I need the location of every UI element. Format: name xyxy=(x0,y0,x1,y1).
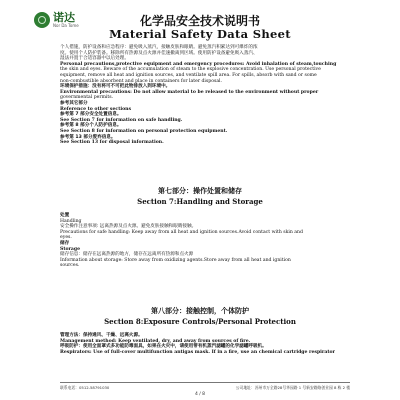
footer-phone: 联系电话：0512-58791030 xyxy=(60,385,110,390)
section7-heading-cn: 第七部分：操作处置和储存 xyxy=(158,187,242,195)
text-line: 储存 xyxy=(60,240,70,246)
text-line: 参考第 8 部分个人防护信息。 xyxy=(60,123,122,129)
text-line: equipment, remove all heat and ignition sources, and ventilate spill area. For spills, absorb with sand or some xyxy=(60,72,317,78)
section7-content xyxy=(60,213,360,269)
text-line: 安全操作注意事项: 远离热源及点火源。避免皮肤接触和眼睛接触。 xyxy=(60,224,197,230)
text-line: Management method: Keep ventilated, dry, and away from sources of fire. xyxy=(60,338,251,344)
text-line: 管理方法：保持通风、干燥、远离火源。 xyxy=(60,333,143,338)
section6-content xyxy=(60,45,360,146)
section8-heading-en: Section 8:Exposure Controls/Personal Protection xyxy=(104,317,296,326)
text-line: 储存信息：储存在远离热源的地方，储存在远离所有热源和点火源 xyxy=(60,252,194,258)
section7-heading-en: Section 7:Handling and Storage xyxy=(137,197,263,206)
logo-name-en: Nor Da Tome xyxy=(53,23,79,28)
section8-content xyxy=(60,333,360,355)
footer-address: 公司地址：苏州市万全路28号华园路 1 号新安路路创业园 8 栋 2 楼 xyxy=(235,385,350,390)
section8-heading-cn: 第八部分：接触控制，个体防护 xyxy=(151,307,249,315)
text-line: 处置 xyxy=(60,213,70,218)
text-line: Storage xyxy=(60,246,81,252)
logo-name-cn: 诺达 xyxy=(53,11,75,24)
text-line: governmental permits. xyxy=(60,95,114,101)
text-line: Environmental precautions: Do not allow material to be released to the environment without proper xyxy=(60,89,319,95)
text-line: 参考第 13 部分废弃信息。 xyxy=(60,134,116,140)
text-line: 呼吸防护：使用全面罩式多功能防毒面具，如果在火灾中，请使用带有机蒸汽滤罐的化学滤罐呼吸机。 xyxy=(60,344,267,350)
text-line: Information about storage: Store away from oxidizing agents.Store away from all heat and ignition xyxy=(60,257,291,263)
text-line: Respirators: Use of full-cover multifunction antigas mask. If in a fire, use an chemical cartridge respirator xyxy=(60,349,335,355)
page-number: 4 / 8 xyxy=(194,392,206,397)
document-title-en: Material Safety Data Sheet xyxy=(109,27,291,41)
text-line: sources. xyxy=(60,263,80,269)
text-line: Precautions for safe handling: Keep away from all heat and ignition sources.Avoid contact with skin and xyxy=(60,229,303,235)
text-line: Personal precautions,protective equipment and emergency procedures: Avoid inhalation of steam,touching xyxy=(60,61,337,67)
text-line: See Section 13 for disposal information. xyxy=(60,140,164,146)
text-line: Handling xyxy=(60,218,82,224)
text-line: 个人措施，防护设备和应急程序：避免吸入蒸汽，接触皮肤和眼睛。避免蒸汽积累达到可爆炸的浓 xyxy=(60,45,258,50)
text-line: 环境保护措施：没有将可不可把此物排放入到环境中。 xyxy=(60,84,171,90)
text-line: 参考其它部分 xyxy=(60,100,88,106)
text-line: the skin and eyes. Beware of the accumulation of steam to the explosive concentration. Use personal protective xyxy=(60,67,321,73)
text-line: 度。使用个人防护装备。移除所有热源及点火源并佳速撤离到区域。使用防护设备避免吸入蒸汽、 xyxy=(60,50,258,56)
text-line: 湿法并置于合适容器中以后处理。 xyxy=(60,56,129,62)
text-line: 参考第 7 部分安全处置信息。 xyxy=(60,112,122,118)
text-line: See Section 8 for information on personal protection equipment. xyxy=(60,128,228,134)
text-line: non-combustible absorbent and place in containers for later disposal. xyxy=(60,78,222,84)
page-footer xyxy=(60,382,350,391)
text-line: See Section 7 for information on safe handling. xyxy=(60,117,183,123)
text-line: eyes. xyxy=(60,235,72,241)
text-line: Reference to other sections xyxy=(60,106,132,112)
document-title-cn: 化学品安全技术说明书 xyxy=(139,14,260,28)
